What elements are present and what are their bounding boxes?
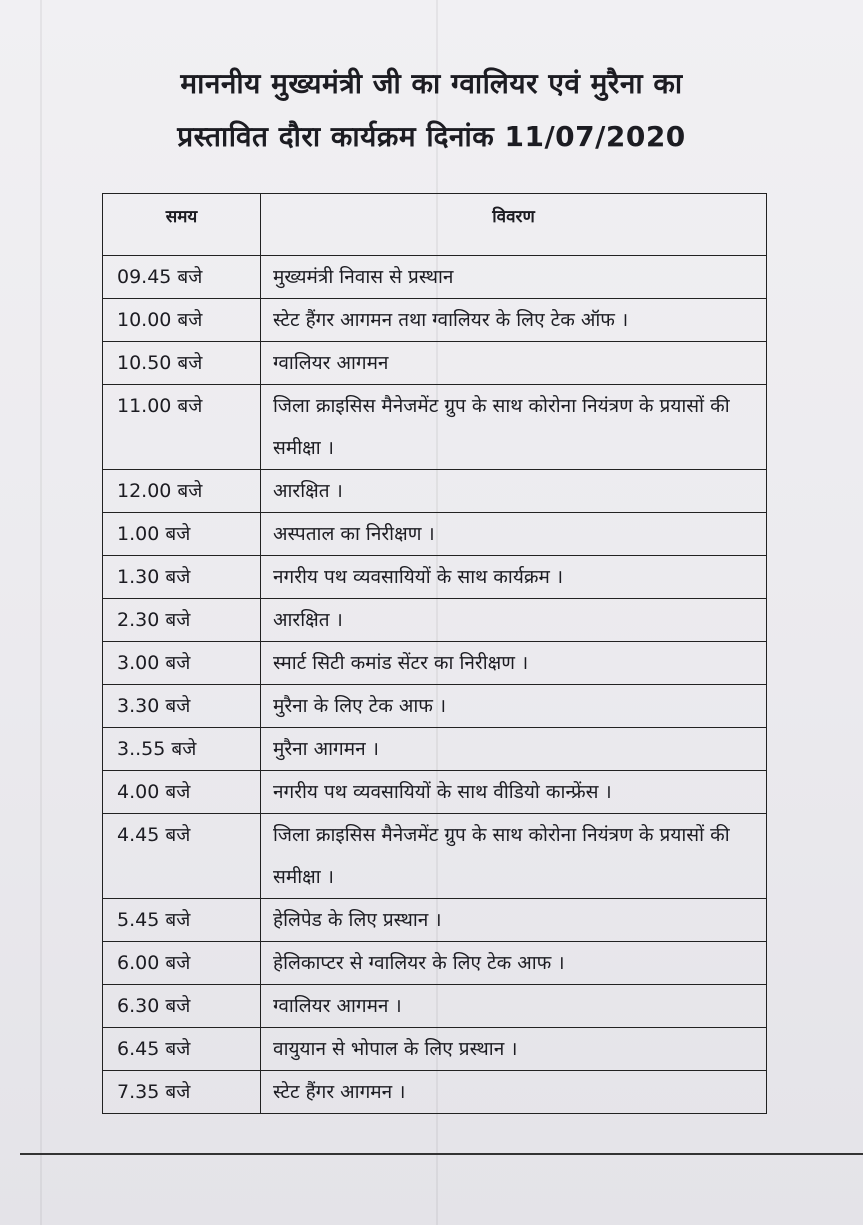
table-row: [103, 985, 767, 1028]
row-time: 6.45 बजे: [103, 1028, 261, 1071]
table-row: [103, 814, 767, 899]
row-details: मुरैना आगमन ।: [261, 728, 767, 771]
schedule-table: [102, 193, 767, 1114]
row-details: जिला क्राइसिस मैनेजमेंट ग्रुप के साथ कोरोना नियंत्रण के प्रयासों की समीक्षा ।: [261, 814, 767, 899]
row-details: जिला क्राइसिस मैनेजमेंट ग्रुप के साथ कोरोना नियंत्रण के प्रयासों की समीक्षा ।: [261, 385, 767, 470]
paper-fold: [40, 0, 42, 1225]
row-time: 4.45 बजे: [103, 814, 261, 899]
table-row: [103, 470, 767, 513]
bottom-rule: [20, 1153, 863, 1155]
row-time: 4.00 बजे: [103, 771, 261, 814]
row-time: 3.00 बजे: [103, 642, 261, 685]
row-details: हेलिकाप्टर से ग्वालियर के लिए टेक आफ ।: [261, 942, 767, 985]
document-title-line-2: प्रस्तावित दौरा कार्यक्रम दिनांक 11/07/2020: [177, 120, 686, 153]
row-details: मुख्यमंत्री निवास से प्रस्थान: [261, 256, 767, 299]
table-row: [103, 256, 767, 299]
row-details: आरक्षित ।: [261, 470, 767, 513]
row-time: 10.00 बजे: [103, 299, 261, 342]
row-time: 6.00 बजे: [103, 942, 261, 985]
row-time: 1.30 बजे: [103, 556, 261, 599]
row-time: 11.00 बजे: [103, 385, 261, 470]
table-row: [103, 599, 767, 642]
header-time: समय: [103, 194, 261, 256]
row-details: अस्पताल का निरीक्षण ।: [261, 513, 767, 556]
row-time: 3..55 बजे: [103, 728, 261, 771]
row-details: वायुयान से भोपाल के लिए प्रस्थान ।: [261, 1028, 767, 1071]
table-row: [103, 342, 767, 385]
header-details: विवरण: [261, 194, 767, 256]
table-row: [103, 942, 767, 985]
row-time: 12.00 बजे: [103, 470, 261, 513]
row-time: 7.35 बजे: [103, 1071, 261, 1114]
row-details: स्टेट हैंगर आगमन तथा ग्वालियर के लिए टेक ऑफ ।: [261, 299, 767, 342]
table-row: [103, 899, 767, 942]
row-time: 2.30 बजे: [103, 599, 261, 642]
table-row: [103, 385, 767, 470]
row-details: ग्वालियर आगमन ।: [261, 985, 767, 1028]
row-details: ग्वालियर आगमन: [261, 342, 767, 385]
table-row: [103, 299, 767, 342]
table-row: [103, 642, 767, 685]
document-title-line-1: माननीय मुख्यमंत्री जी का ग्वालियर एवं मुरैना का: [180, 67, 683, 100]
row-time: 10.50 बजे: [103, 342, 261, 385]
table-row: [103, 556, 767, 599]
table-row: [103, 771, 767, 814]
row-details: आरक्षित ।: [261, 599, 767, 642]
row-time: 1.00 बजे: [103, 513, 261, 556]
row-time: 6.30 बजे: [103, 985, 261, 1028]
table-row: [103, 728, 767, 771]
row-time: 09.45 बजे: [103, 256, 261, 299]
row-details: हेलिपेड के लिए प्रस्थान ।: [261, 899, 767, 942]
table-row: [103, 1028, 767, 1071]
row-time: 3.30 बजे: [103, 685, 261, 728]
row-time: 5.45 बजे: [103, 899, 261, 942]
table-row: [103, 1071, 767, 1114]
table-row: [103, 685, 767, 728]
row-details: नगरीय पथ व्यवसायियों के साथ कार्यक्रम ।: [261, 556, 767, 599]
row-details: नगरीय पथ व्यवसायियों के साथ वीडियो कान्फ्रेंस ।: [261, 771, 767, 814]
table-row: [103, 513, 767, 556]
row-details: मुरैना के लिए टेक आफ ।: [261, 685, 767, 728]
table-header-row: [103, 194, 767, 256]
row-details: स्टेट हैंगर आगमन ।: [261, 1071, 767, 1114]
row-details: स्मार्ट सिटी कमांड सेंटर का निरीक्षण ।: [261, 642, 767, 685]
